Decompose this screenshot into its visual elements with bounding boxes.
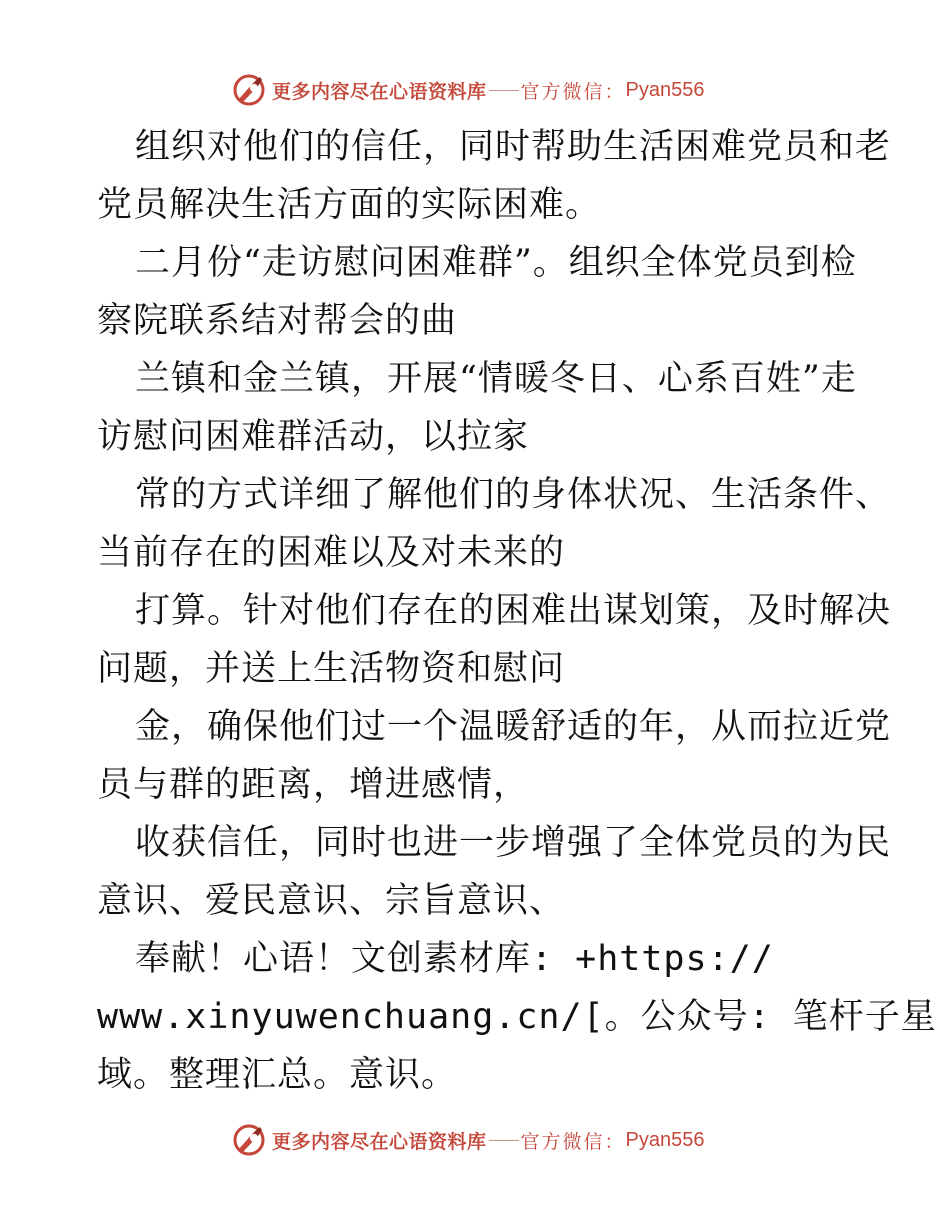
- text-line: 兰镇和金兰镇，开展“情暖冬日、心系百姓”走: [135, 359, 857, 399]
- footer-main-text: 更多内容尽在心语资料库: [272, 1130, 487, 1153]
- text-line: 问题，并送上生活物资和慰问: [97, 649, 566, 689]
- text-line: 党员解决生活方面的实际困难。: [97, 185, 602, 225]
- header-main-text: 更多内容尽在心语资料库: [272, 80, 487, 103]
- text-line: 当前存在的困难以及对未来的: [97, 533, 566, 573]
- text-line: 员与群的距离，增进感情，: [97, 765, 530, 805]
- text-line: www.xinyuwenchuang.cn/[。公众号: 笔杆子星: [97, 997, 937, 1037]
- text-line: 常的方式详细了解他们的身体状况、生活条件、: [135, 475, 892, 515]
- text-line: 意识、爱民意识、宗旨意识、: [97, 881, 566, 921]
- text-line: 收获信任，同时也进一步增强了全体党员的为民: [135, 823, 892, 863]
- text-line: 奉献！心语！文创素材库: +https://: [135, 939, 774, 979]
- text-line: 访慰问困难群活动，以拉家: [97, 417, 530, 457]
- footer-wechat-label: 官方微信：: [520, 1130, 626, 1153]
- header-wechat-label: 官方微信：: [520, 80, 626, 103]
- text-line: 察院联系结对帮会的曲: [97, 301, 458, 341]
- text-line: 金，确保他们过一个温暖舒适的年，从而拉近党: [135, 707, 892, 747]
- text-line: 域。整理汇总。意识。: [97, 1055, 458, 1095]
- pen-logo-icon: [232, 1123, 266, 1157]
- text-line: 组织对他们的信任，同时帮助生活困难党员和老: [135, 127, 892, 167]
- text-line: 二月份“走访慰问困难群”。组织全体党员到检: [135, 243, 857, 283]
- footer-banner: [232, 1122, 705, 1158]
- header-wechat-id: Pyan556: [625, 78, 705, 101]
- footer-wechat-id: Pyan556: [625, 1128, 705, 1151]
- header-banner: [232, 72, 705, 108]
- text-line: 打算。针对他们存在的困难出谋划策，及时解决: [135, 591, 892, 631]
- body-text: [97, 118, 937, 1104]
- header-dash: [489, 90, 519, 91]
- footer-dash: [489, 1140, 519, 1141]
- pen-logo-icon: [232, 73, 266, 107]
